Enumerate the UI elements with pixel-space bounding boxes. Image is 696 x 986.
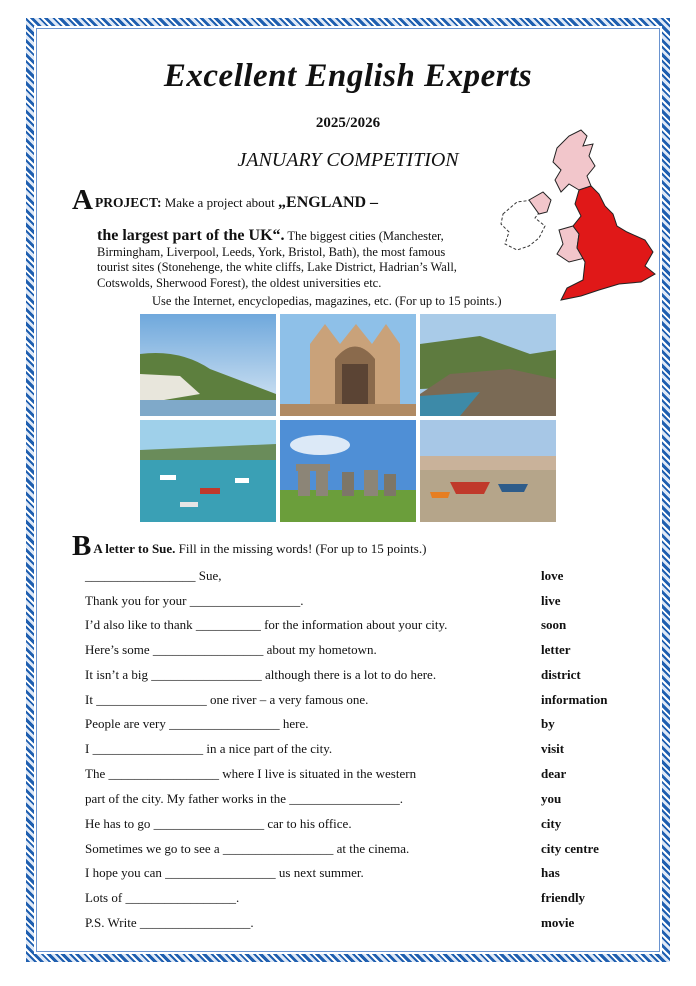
word-bank-item: dear <box>541 766 567 781</box>
cathedral-photo <box>280 314 416 416</box>
word-bank-item: movie <box>541 915 575 930</box>
word-bank-item: district <box>541 667 581 682</box>
project-topic-line1: „ENGLAND – <box>278 194 379 211</box>
word-bank-item: city centre <box>541 841 599 856</box>
letter-line[interactable]: Here’s some _________________ about my hometown. <box>85 642 377 657</box>
letter-line[interactable]: I’d also like to thank __________ for the information about your city. <box>85 617 448 632</box>
beach-boats-photo <box>420 420 556 522</box>
letter-line[interactable]: It isn’t a big _________________ although there is a lot to do here. <box>85 667 437 682</box>
letter-line[interactable]: _________________ Sue, <box>85 568 222 583</box>
stonehenge-photo <box>280 420 416 522</box>
section-b-letter: B <box>72 530 92 562</box>
project-topic-line2: the largest part of the UK“. <box>97 227 285 244</box>
harbour-boats-photo <box>140 420 276 522</box>
letter-line[interactable]: I _________________ in a nice part of the city. <box>85 741 333 756</box>
letter-line[interactable]: People are very _________________ here. <box>85 716 309 731</box>
word-bank-item: friendly <box>541 890 586 905</box>
white-cliffs-photo <box>140 314 276 416</box>
word-bank-item: information <box>541 692 608 707</box>
word-bank-item: love <box>541 568 564 583</box>
word-bank-item: you <box>541 791 562 806</box>
project-intro: Make a project about <box>161 195 279 210</box>
letter-line[interactable]: Thank you for your _________________. <box>85 593 304 608</box>
letter-line[interactable]: part of the city. My father works in the _________________. <box>85 791 403 806</box>
section-b-heading <box>72 530 426 563</box>
word-bank-item: visit <box>541 741 565 756</box>
desc-line2: Birmingham, Liverpool, Leeds, York, Bristol, Bath), the most famous <box>97 244 446 259</box>
section-a-heading <box>72 184 512 216</box>
letter-line[interactable]: The _________________ where I live is situated in the western <box>85 766 417 781</box>
desc-line4: Cotswolds, Sherwood Forest), the oldest universities etc. <box>97 275 382 290</box>
word-bank-item: by <box>541 716 555 731</box>
page-title: Excellent English Experts <box>163 58 533 94</box>
competition-title: JANUARY COMPETITION <box>237 149 459 171</box>
word-bank-item: live <box>541 593 561 608</box>
word-bank-item: letter <box>541 642 571 657</box>
letter-line[interactable]: It _________________ one river – a very famous one. <box>85 692 369 707</box>
letter-line[interactable]: P.S. Write _________________. <box>85 915 254 930</box>
letter-line[interactable]: I hope you can _________________ us next summer. <box>85 865 364 880</box>
letter-task-instruction: Fill in the missing words! (For up to 15 points.) <box>175 541 427 556</box>
word-bank-item: has <box>541 865 560 880</box>
uk-map-icon <box>495 122 660 304</box>
resources-line: Use the Internet, encyclopedias, magazines, etc. (For up to 15 points.) <box>152 294 502 308</box>
coastal-cliff-photo <box>420 314 556 416</box>
project-label: PROJECT: <box>94 195 162 210</box>
letter-line[interactable]: Sometimes we go to see a _________________ at the cinema. <box>85 841 410 856</box>
letter-line[interactable]: He has to go _________________ car to his office. <box>85 816 352 831</box>
section-a-letter: A <box>72 184 93 216</box>
letter-task-heading: A letter to Sue. <box>93 541 176 556</box>
desc-line1: The biggest cities (Manchester, <box>284 229 444 243</box>
letter-line[interactable]: Lots of _________________. <box>85 890 240 905</box>
photo-grid <box>140 314 556 524</box>
project-description <box>97 228 497 291</box>
word-bank-item: soon <box>541 617 567 632</box>
school-year: 2025/2026 <box>315 115 381 131</box>
desc-line3: tourist sites (Stonehenge, the white cliffs, Lake District, Hadrian’s Wall, <box>97 260 457 274</box>
word-bank-item: city <box>541 816 562 831</box>
